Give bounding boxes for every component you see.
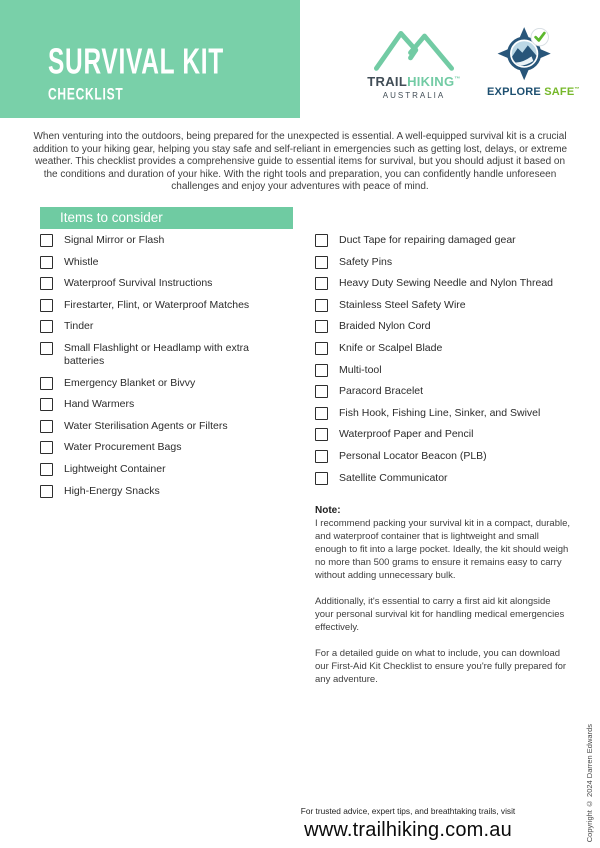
trailhiking-subtext: AUSTRALIA bbox=[382, 91, 446, 100]
checklist-item bbox=[315, 407, 573, 420]
item-label: Lightweight Container bbox=[64, 462, 166, 475]
item-label: Fish Hook, Fishing Line, Sinker, and Swivel bbox=[339, 406, 541, 419]
checklist-item bbox=[315, 320, 573, 333]
checklist-item bbox=[315, 472, 573, 485]
copyright-text: Copyright © 2024 Darren Edwards bbox=[585, 723, 594, 842]
checkbox[interactable] bbox=[40, 342, 53, 355]
trailhiking-logo bbox=[362, 28, 466, 100]
checkbox[interactable] bbox=[315, 299, 328, 312]
page-subtitle: CHECKLIST bbox=[48, 86, 124, 104]
checkbox[interactable] bbox=[315, 320, 328, 333]
checkbox[interactable] bbox=[40, 441, 53, 454]
checkbox[interactable] bbox=[40, 277, 53, 290]
item-label: Paracord Bracelet bbox=[339, 385, 424, 398]
item-label: Multi-tool bbox=[339, 363, 382, 376]
checkbox[interactable] bbox=[40, 256, 53, 269]
checklist-item bbox=[40, 441, 274, 454]
checklist-item bbox=[315, 342, 573, 355]
note-paragraph: For a detailed guide on what to include, you can download our First-Aid Kit Checklist to ensure you're fully prepared for any adventure. bbox=[315, 648, 567, 685]
checklist-item bbox=[40, 342, 274, 368]
checkbox[interactable] bbox=[315, 450, 328, 463]
checkbox[interactable] bbox=[315, 407, 328, 420]
checkbox[interactable] bbox=[40, 234, 53, 247]
item-label: Emergency Blanket or Bivvy bbox=[64, 376, 196, 389]
checkbox[interactable] bbox=[40, 299, 53, 312]
checklist-item bbox=[40, 420, 274, 433]
item-label: Satellite Communicator bbox=[339, 471, 448, 484]
checkbox[interactable] bbox=[315, 364, 328, 377]
checkbox[interactable] bbox=[315, 342, 328, 355]
checkbox[interactable] bbox=[40, 420, 53, 433]
checklist-item bbox=[315, 450, 573, 463]
checkbox[interactable] bbox=[315, 234, 328, 247]
checklist-item bbox=[40, 398, 274, 411]
header-banner bbox=[0, 0, 300, 118]
checklist-item bbox=[315, 299, 573, 312]
checklist-item bbox=[40, 299, 274, 312]
checkbox[interactable] bbox=[40, 398, 53, 411]
checklist-item bbox=[40, 377, 274, 390]
item-label: Small Flashlight or Headlamp with extra batteries bbox=[64, 341, 249, 367]
item-label: Stainless Steel Safety Wire bbox=[339, 298, 466, 311]
checklist-item bbox=[315, 364, 573, 377]
note-section bbox=[315, 504, 571, 699]
item-label: Duct Tape for repairing damaged gear bbox=[339, 234, 516, 246]
checkbox[interactable] bbox=[40, 463, 53, 476]
checklist-item bbox=[315, 234, 573, 247]
checklist-item bbox=[40, 485, 274, 498]
section-header bbox=[40, 207, 293, 229]
checklist-right-column bbox=[315, 234, 573, 493]
checkbox[interactable] bbox=[315, 472, 328, 485]
checklist-item bbox=[40, 256, 274, 269]
checkbox[interactable] bbox=[40, 485, 53, 498]
item-label: Safety Pins bbox=[339, 255, 393, 268]
item-label: High-Energy Snacks bbox=[64, 484, 160, 497]
note-label: Note: bbox=[315, 505, 341, 516]
exploresafe-logo bbox=[487, 26, 580, 98]
checklist-item bbox=[40, 320, 274, 333]
intro-paragraph: When venturing into the outdoors, being prepared for the unexpected is essential. A well-equipped survival kit is a crucial addition to your hiking gear, helping you stay safe and self-reliant in emergencies such as getting lost, delays, or extreme weather. This checklist provides a comprehensive guide to essential items for survival, but you should adjust it based on the conditions and duration of your hike. With the right tools and preparation, you can confidently handle unforeseen challenges and enjoy your adventures with peace of mind. bbox=[32, 131, 568, 193]
item-label: Knife or Scalpel Blade bbox=[339, 341, 443, 354]
checklist-item bbox=[40, 277, 274, 290]
checklist-left-column bbox=[40, 234, 274, 506]
checklist-item bbox=[315, 256, 573, 269]
checkbox[interactable] bbox=[315, 277, 328, 290]
checkbox[interactable] bbox=[40, 377, 53, 390]
item-label: Firestarter, Flint, or Waterproof Matches bbox=[64, 298, 250, 311]
checkbox[interactable] bbox=[315, 256, 328, 269]
trailhiking-wordmark: TRAILHIKING™ bbox=[367, 74, 461, 89]
footer-tagline: For trusted advice, expert tips, and breathtaking trails, visit bbox=[300, 806, 516, 816]
item-label: Water Procurement Bags bbox=[64, 441, 182, 454]
item-label: Whistle bbox=[64, 255, 99, 268]
item-label: Water Sterilisation Agents or Filters bbox=[64, 419, 228, 432]
note-paragraph: I recommend packing your survival kit in a compact, durable, and waterproof container that is lightweight and small enough to fit into a large pocket. Ideally, the kit should weigh no more than 500 grams to ensure it remains easy to carry without adding unnecessary bulk. bbox=[315, 518, 571, 581]
item-label: Hand Warmers bbox=[64, 398, 135, 411]
checkbox[interactable] bbox=[315, 428, 328, 441]
compass-check-icon bbox=[487, 26, 565, 85]
item-label: Heavy Duty Sewing Needle and Nylon Thread bbox=[339, 277, 554, 290]
item-label: Tinder bbox=[64, 320, 94, 333]
exploresafe-wordmark: EXPLORE SAFE™ bbox=[487, 86, 580, 98]
item-label: Signal Mirror or Flash bbox=[64, 234, 165, 246]
checklist-item bbox=[40, 234, 274, 247]
page-title: SURVIVAL KIT bbox=[48, 42, 224, 82]
checklist-item bbox=[40, 463, 274, 476]
item-label: Waterproof Paper and Pencil bbox=[339, 428, 474, 441]
checkbox[interactable] bbox=[40, 320, 53, 333]
item-label: Personal Locator Beacon (PLB) bbox=[339, 449, 487, 462]
checklist-item bbox=[315, 277, 573, 290]
section-title: Items to consider bbox=[60, 210, 163, 225]
checklist-item bbox=[315, 428, 573, 441]
checklist-item bbox=[315, 385, 573, 398]
item-label: Braided Nylon Cord bbox=[339, 320, 431, 333]
item-label: Waterproof Survival Instructions bbox=[64, 277, 213, 290]
mountains-icon bbox=[362, 28, 466, 72]
note-paragraph: Additionally, it's essential to carry a first aid kit alongside your personal survival kit for handling medical emergencies effectively. bbox=[315, 596, 565, 633]
footer bbox=[258, 806, 558, 842]
website-link[interactable]: www.trailhiking.com.au bbox=[304, 819, 512, 841]
checkbox[interactable] bbox=[315, 385, 328, 398]
